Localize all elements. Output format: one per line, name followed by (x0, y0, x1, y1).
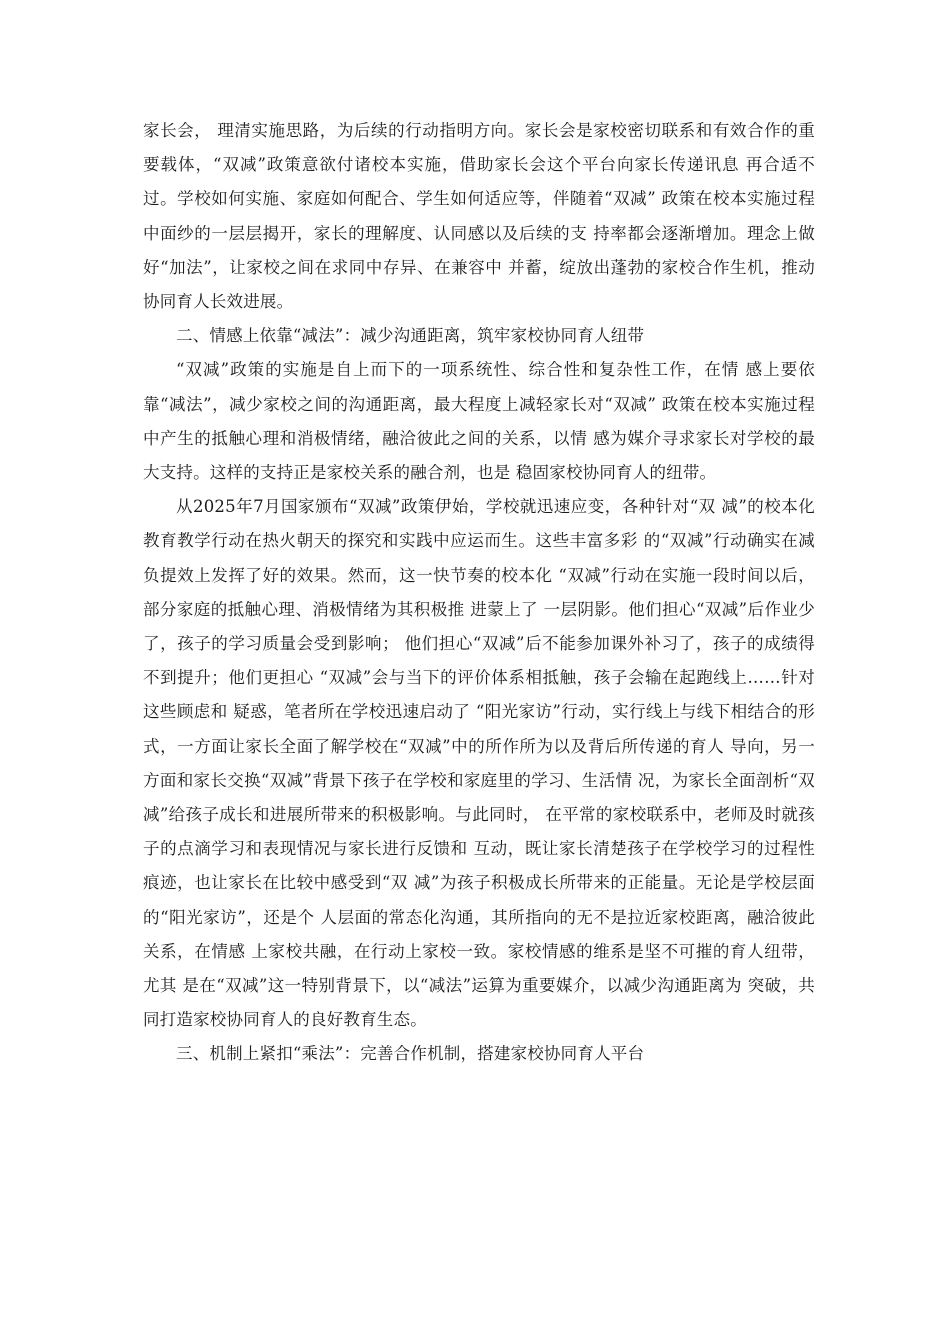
document-body (143, 114, 815, 1072)
paragraph-intro-continuation: 家长会， 理清实施思路，为后续的行动指明方向。家长会是家校密切联系和有效合作的重要载体，“双减”政策意欲付诸校本实施，借助家长会这个平台向家长传递讯息 再合适不过。学校如何实施、家庭如何配合、学生如何适应等，伴随着“双减” 政策在校本实施过程中面纱的一层层揭开，家长的理解度、认同感以及后续的支 持率都会逐渐增加。理念上做好“加法”，让家校之间在求同中存异、在兼容中 并蓄，绽放出蓬勃的家校合作生机，推动协同育人长效进展。 (143, 121, 815, 312)
section-heading-emotion: 二、情感上依靠“减法”：减少沟通距离，筑牢家校协同育人纽带 (176, 326, 645, 346)
paragraph-sunshine-visit: 从2025年7月国家颁布“双减”政策伊始，学校就迅速应变，各种针对“双 减”的校本化教育教学行动在热火朝天的探究和实践中应运而生。这些丰富多彩 的“双减”行动确实在减负提效上发挥了好的效果。然而，这一快节奏的校本化 “双减”行动在实施一段时间以后，部分家庭的抵触心理、消极情绪为其积极推 进蒙上了 一层阴影。他们担心“双减”后作业少了，孩子的学习质量会受到影响； 他们担心“双减”后不能参加课外补习了，孩子的成绩得不到提升；他们更担心 “双减”会与当下的评价体系相抵触，孩子会输在起跑线上……针对这些顾虑和 疑惑，笔者所在学校迅速启动了 “阳光家访”行动，实行线上与线下相结合的形 式，一方面让家长全面了解学校在“双减”中的所作所为以及背后所传递的育人 导向，另一方面和家长交换“双减”背景下孩子在学校和家庭里的学习、生活情 况，为家长全面剖析“双减”给孩子成长和进展所带来的积极影响。与此同时， 在平常的家校联系中，老师及时就孩子的点滴学习和表现情况与家长进行反馈和 互动，既让家长清楚孩子在学校学习的过程性痕迹，也让家长在比较中感受到“双 减”为孩子积极成长所带来的正能量。无论是学校层面的“阳光家访”，还是个 人层面的常态化沟通，其所指向的无不是拉近家校距离，融洽彼此关系，在情感 上家校共融，在行动上家校一致。家校情感的维系是坚不可摧的育人纽带，尤其 是在“双减”这一特别背景下，以“减法”运算为重要媒介，以减少沟通距离为 突破，共同打造家校协同育人的良好教育生态。 (143, 497, 815, 1030)
section-heading-mechanism: 三、机制上紧扣“乘法”：完善合作机制，搭建家校协同育人平台 (176, 1044, 645, 1064)
paragraph-emotion-overview: “双减”政策的实施是自上而下的一项系统性、综合性和复杂性工作，在情 感上要依靠“减法”，减少家校之间的沟通距离，最大程度上减轻家长对“双减” 政策在校本实施过程中产生的抵触心理和消极情绪，融洽彼此之间的关系，以情 感为媒介寻求家长对学校的最大支持。这样的支持正是家校关系的融合剂，也是 稳固家校协同育人的纽带。 (143, 360, 815, 483)
